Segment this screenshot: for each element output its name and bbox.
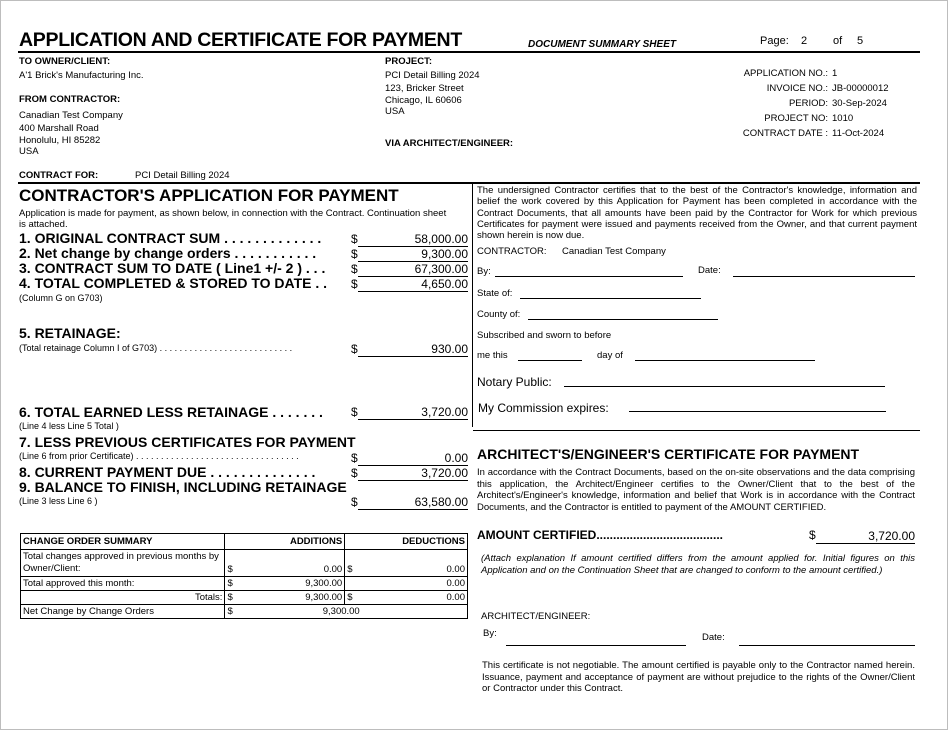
- invoice-no-label: INVOICE NO.:: [766, 83, 828, 94]
- line7-currency: $: [351, 451, 358, 465]
- line5-retainage: 5. RETAINAGE:: [19, 325, 121, 341]
- line5-note: (Total retainage Column I of G703) . . . . . . . . . . . . . . . . . . . . . . . . . . .: [19, 343, 293, 353]
- line6-value: 3,720.00: [358, 405, 468, 420]
- header-change-order-summary: CHANGE ORDER SUMMARY: [21, 534, 225, 550]
- line9-note: (Line 3 less Line 6 ): [19, 496, 98, 506]
- project-address-2: Chicago, IL 60606: [385, 95, 462, 106]
- subscribed-label: Subscribed and sworn to before: [477, 330, 612, 341]
- line8-value: 3,720.00: [358, 466, 468, 481]
- contract-for-label: CONTRACT FOR:: [19, 170, 99, 181]
- line4-note: (Column G on G703): [19, 293, 103, 303]
- document-subtitle: DOCUMENT SUMMARY SHEET: [528, 39, 676, 50]
- application-intro-1: Application is made for payment, as shown below, in connection with the Contract. Continuation sheet: [19, 208, 447, 219]
- contractor-name: Canadian Test Company: [19, 110, 123, 121]
- row-net-change-currency: $: [227, 605, 233, 617]
- change-order-header-row: [21, 534, 468, 550]
- line7-less-previous: 7. LESS PREVIOUS CERTIFICATES FOR PAYMENT: [19, 434, 356, 450]
- amount-certified-label: AMOUNT CERTIFIED......................................: [477, 528, 724, 542]
- architect-section-rule: [473, 430, 920, 431]
- me-this-label: me this: [477, 350, 508, 361]
- commission-expires-label: My Commission expires:: [478, 401, 609, 415]
- certification-date-label: Date:: [698, 265, 721, 276]
- row-net-change-label: Net Change by Change Orders: [21, 605, 225, 619]
- owner-name: A'1 Brick's Manufacturing Inc.: [19, 70, 144, 81]
- row-totals-additions: 9,300.00: [305, 591, 343, 603]
- line3-value: 67,300.00: [358, 262, 468, 277]
- architect-heading: ARCHITECT'S/ENGINEER'S CERTIFICATE FOR PAYMENT: [477, 446, 860, 462]
- contract-date: 11-Oct-2024: [832, 128, 885, 139]
- application-heading: CONTRACTOR'S APPLICATION FOR PAYMENT: [19, 186, 399, 205]
- line8-currency: $: [351, 466, 358, 480]
- line7-value: 0.00: [358, 451, 468, 466]
- change-order-table: [20, 533, 468, 619]
- notary-public-label: Notary Public:: [477, 375, 552, 389]
- certification-by-label: By:: [477, 266, 491, 277]
- line6-total-earned: 6. TOTAL EARNED LESS RETAINAGE . . . . . . .: [19, 404, 323, 420]
- row-this-month-add-currency: $: [227, 577, 233, 589]
- architect-date-label: Date:: [702, 632, 725, 643]
- line5-currency: $: [351, 342, 358, 356]
- line4-currency: $: [351, 277, 358, 291]
- row-previous-additions: 0.00: [323, 564, 343, 575]
- application-intro-2: is attached.: [19, 219, 68, 230]
- line9-value: 63,580.00: [358, 495, 468, 510]
- line2-currency: $: [351, 247, 358, 261]
- line1-original-contract-sum: 1. ORIGINAL CONTRACT SUM . . . . . . . . . . . . .: [19, 230, 322, 246]
- row-totals-deductions: 0.00: [446, 591, 465, 603]
- line9-balance-to-finish: 9. BALANCE TO FINISH, INCLUDING RETAINAGE: [19, 479, 347, 495]
- project-name: PCI Detail Billing 2024: [385, 70, 480, 81]
- certification-contractor-label: CONTRACTOR:: [477, 246, 547, 257]
- application-no-label: APPLICATION NO.:: [743, 68, 828, 79]
- line6-note: (Line 4 less Line 5 Total ): [19, 421, 119, 431]
- application-no: 1: [832, 68, 838, 79]
- row-this-month-deductions: 0.00: [446, 577, 465, 589]
- owner-label: TO OWNER/CLIENT:: [19, 56, 111, 67]
- contractor-address-1: 400 Marshall Road: [19, 123, 99, 134]
- table-row: [21, 577, 468, 591]
- architect-engineer-label: ARCHITECT/ENGINEER:: [481, 611, 591, 622]
- state-line[interactable]: [520, 297, 701, 299]
- project-no: 1010: [832, 113, 854, 124]
- contractor-country: USA: [19, 146, 39, 157]
- period-label: PERIOD:: [788, 98, 828, 109]
- day-of-line[interactable]: [635, 359, 815, 361]
- column-divider: [472, 182, 473, 427]
- contractor-date-line[interactable]: [733, 275, 915, 277]
- amount-certified-currency: $: [809, 528, 816, 542]
- line3-contract-sum-to-date: 3. CONTRACT SUM TO DATE ( Line1 +/- 2 ) . . .: [19, 260, 326, 276]
- notary-public-line[interactable]: [564, 385, 885, 387]
- county-label: County of:: [477, 309, 521, 320]
- table-row: [21, 591, 468, 605]
- contractor-certification-text: The undersigned Contractor certifies that to the best of the Contractor's knowledge, information and belief the work covered by this Application for Payment has been completed in accordance with the Contract Documents, that all amounts have been paid by the Contractor for Work for which previous Certificates for payment were issued and payments received from the Owner, and that current payment shown herein is now due.: [477, 185, 917, 242]
- row-previous-months-label: Total changes approved in previous months by Owner/Client:: [21, 550, 225, 577]
- architect-certificate-text: In accordance with the Contract Documents, based on the on-site observations and the data comprising this application, the Architect/Engineer certifies to the Owner/Client that to the best of the Architect's/Engineer's knowledge, information and belief that Work is in accordance with the Contract Documents, and the Contractor is entitled to payment of the AMOUNT CERTIFIED.: [477, 467, 915, 513]
- invoice-no: JB-00000012: [832, 83, 889, 94]
- row-previous-ded-currency: $: [347, 564, 353, 575]
- project-label: PROJECT:: [385, 56, 432, 67]
- period-value: 30-Sep-2024: [832, 98, 887, 109]
- line1-value: 58,000.00: [358, 232, 468, 247]
- line7-note: (Line 6 from prior Certificate) . . . . . . . . . . . . . . . . . . . . . . . . . . . . . . . . .: [19, 451, 299, 461]
- document-title: APPLICATION AND CERTIFICATE FOR PAYMENT: [19, 29, 462, 51]
- contractor-label: FROM CONTRACTOR:: [19, 94, 121, 105]
- header-rule: [18, 51, 920, 53]
- line2-net-change: 2. Net change by change orders . . . . . . . . . . .: [19, 245, 317, 261]
- page-label: Page:: [760, 35, 789, 47]
- row-totals-add-currency: $: [227, 591, 233, 603]
- architect-date-line[interactable]: [739, 644, 915, 646]
- row-totals-ded-currency: $: [347, 591, 353, 603]
- project-country: USA: [385, 106, 405, 117]
- row-totals-label: Totals:: [21, 591, 225, 605]
- county-line[interactable]: [528, 318, 718, 320]
- amount-certified-note: (Attach explanation If amount certified differs from the amount applied for. Initial figures on this Application and on the Continuation Sheet that are changed to conform to the amount certified.): [481, 553, 915, 576]
- line9-currency: $: [351, 495, 358, 509]
- line2-value: 9,300.00: [358, 247, 468, 262]
- row-previous-deductions: 0.00: [446, 564, 465, 575]
- row-this-month-label: Total approved this month:: [21, 577, 225, 591]
- table-row: [21, 550, 468, 577]
- me-this-line[interactable]: [518, 359, 582, 361]
- project-no-label: PROJECT NO:: [764, 113, 828, 124]
- line1-currency: $: [351, 232, 358, 246]
- contract-for-value: PCI Detail Billing 2024: [135, 170, 230, 181]
- table-row: [21, 605, 468, 619]
- contract-date-label: CONTRACT DATE :: [742, 128, 828, 139]
- page-number: 2: [801, 35, 808, 47]
- certificate-disclaimer: This certificate is not negotiable. The amount certified is payable only to the Contractor named herein. Issuance, payment and acceptance of payment are without prejudice to the rights of the Owner/Client or Contractor under this Contract.: [482, 660, 915, 694]
- line4-total-completed: 4. TOTAL COMPLETED & STORED TO DATE . .: [19, 275, 328, 291]
- header-additions: ADDITIONS: [225, 534, 345, 550]
- page-of-label: of: [833, 35, 843, 47]
- page-total: 5: [857, 35, 864, 47]
- certification-contractor-name: Canadian Test Company: [562, 246, 666, 257]
- line8-current-payment: 8. CURRENT PAYMENT DUE . . . . . . . . . . . . . .: [19, 464, 316, 480]
- contractor-address-2: Honolulu, HI 85282: [19, 135, 101, 146]
- line3-currency: $: [351, 262, 358, 276]
- architect-signature-line[interactable]: [506, 644, 686, 646]
- architect-by-label: By:: [483, 628, 497, 639]
- row-net-change-value: 9,300.00: [322, 605, 360, 617]
- line5-value: 930.00: [358, 342, 468, 357]
- via-architect-label: VIA ARCHITECT/ENGINEER:: [385, 138, 514, 149]
- header-deductions: DEDUCTIONS: [345, 534, 468, 550]
- project-address-1: 123, Bricker Street: [385, 83, 464, 94]
- state-label: State of:: [477, 288, 513, 299]
- day-of-label: day of: [597, 350, 623, 361]
- contractor-signature-line[interactable]: [495, 275, 683, 277]
- amount-certified-value: 3,720.00: [816, 529, 915, 544]
- section-rule: [18, 182, 920, 184]
- row-this-month-additions: 9,300.00: [305, 577, 343, 589]
- commission-expires-line[interactable]: [629, 410, 886, 412]
- line6-currency: $: [351, 405, 358, 419]
- row-previous-add-currency: $: [227, 564, 233, 575]
- line4-value: 4,650.00: [358, 277, 468, 292]
